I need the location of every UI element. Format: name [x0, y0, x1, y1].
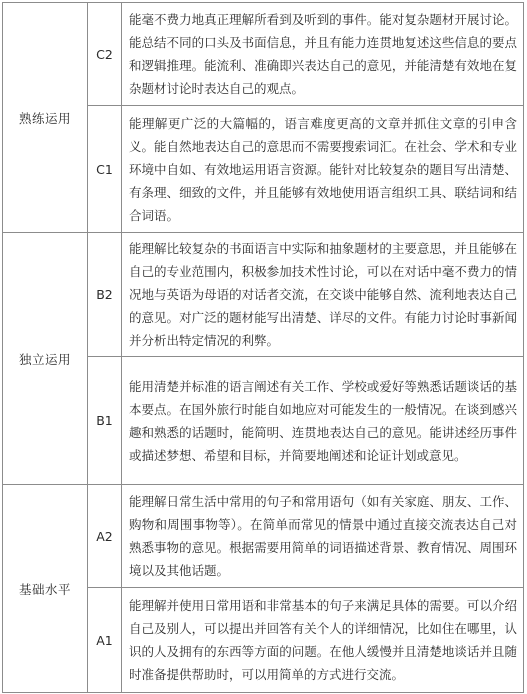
level-description: 能理解更广泛的大篇幅的，语言难度更高的文章并抓住文章的引申含义。能自然地表达自己的意思而不需要搜索词汇。在社会、学术和专业环境中自如、有效地运用语言资源。能针对比较复杂的题目写出清楚、有条理、细致的文件，并且能够有效地使用语言组织工具、联结词和结合词语。 [122, 106, 524, 233]
group-label: 独立运用 [3, 233, 88, 485]
group-label: 熟练运用 [3, 3, 88, 233]
level-description: 能毫不费力地真正理解所看到及听到的事件。能对复杂题材开展讨论。能总结不同的口头及书面信息，并且有能力连贯地复述这些信息的要点和逻辑推理。能流利、准确即兴表达自己的意见，并能清楚有效地在复杂题材讨论时表达自己的观点。 [122, 3, 524, 106]
level-code: A2 [88, 485, 122, 588]
group-label: 基础水平 [3, 485, 88, 693]
level-code: C1 [88, 106, 122, 233]
level-code: B1 [88, 357, 122, 485]
level-description: 能用清楚并标准的语言阐述有关工作、学校或爱好等熟悉话题谈话的基本要点。在国外旅行时能自如地应对可能发生的一般情况。在谈到感兴趣和熟悉的话题时，能简明、连贯地表达自己的意见。能讲述经历事件或描述梦想、希望和目标，并简要地阐述和论证计划或意见。 [122, 357, 524, 485]
level-code: A1 [88, 588, 122, 693]
level-description: 能理解并使用日常用语和非常基本的句子来满足具体的需要。可以介绍自己及别人，可以提出并回答有关个人的详细情况，比如住在哪里，认识的人及拥有的东西等方面的问题。在他人缓慢并且清楚地谈话并且随时准备提供帮助时，可以用简单的方式进行交流。 [122, 588, 524, 693]
table-row [3, 3, 524, 106]
level-code: C2 [88, 3, 122, 106]
level-description: 能理解比较复杂的书面语言中实际和抽象题材的主要意思，并且能够在自己的专业范围内，积极参加技术性讨论，可以在对话中毫不费力的情况地与英语为母语的对话者交流，在交谈中能够自然、流利地表达自己的意见。对广泛的题材能写出清楚、详尽的文件。有能力讨论时事新闻并分析出特定情况的利弊。 [122, 233, 524, 357]
level-code: B2 [88, 233, 122, 357]
table-row [3, 485, 524, 588]
proficiency-table [2, 2, 524, 693]
table-row [3, 233, 524, 357]
level-description: 能理解日常生活中常用的句子和常用语句（如有关家庭、朋友、工作、购物和周围事物等）。在简单而常见的情景中通过直接交流表达自己对熟悉事物的意见。根据需要用简单的词语描述背景、教育情况、周围环境以及其他话题。 [122, 485, 524, 588]
